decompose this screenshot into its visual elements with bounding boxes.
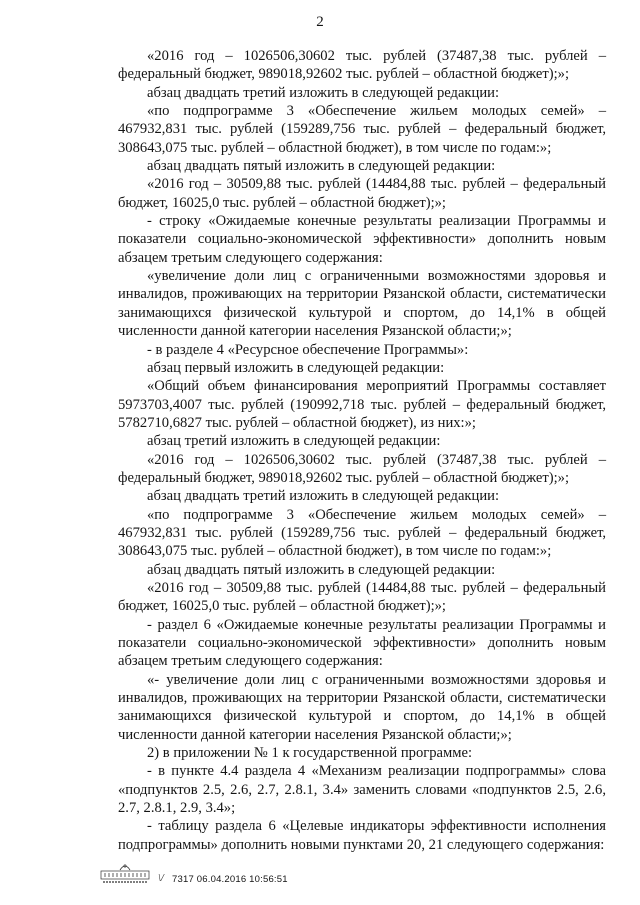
paragraph: абзац двадцать пятый изложить в следующей редакции: — [147, 561, 496, 578]
paragraph: «2016 год – 30509,88 тыс. рублей (14484,88 тыс. рублей – федеральный бюджет, 16025,0 тыс. рублей – областной бюджет);»; — [118, 176, 606, 211]
paragraph: - в пункте 4.4 раздела 4 «Механизм реализации подпрограммы» слова «подпунктов 2.5, 2.6, 2.7, 2.8.1, 3.4» заменить словами «подпунктов 2.5, 2.6, 2.7, 2.8.1, 2.9, 3.4»; — [118, 763, 606, 817]
paragraph: «по подпрограмме 3 «Обеспечение жильем молодых семей» – 467932,831 тыс. рублей (159289,756 тыс. рублей – федеральный бюджет, 308643,075 тыс. рублей – областной бюджет), в том числе по годам:»; — [118, 506, 606, 560]
signature-mark: \/ — [158, 873, 164, 884]
registration-stamp: 7317 06.04.2016 10:56:51 — [172, 874, 288, 885]
paragraph: «увеличение доли лиц с ограниченными возможностями здоровья и инвалидов, проживающих на территории Рязанской области, систематически занимающихся физической культурой и спортом, до 14,1% в общей численности данной категории населения Рязанской области;»; — [118, 268, 606, 340]
paragraph: 2) в приложении № 1 к государственной программе: — [147, 745, 473, 762]
paragraph: абзац первый изложить в следующей редакции: — [147, 359, 445, 376]
document-body — [118, 47, 606, 854]
paragraph: абзац двадцать пятый изложить в следующей редакции: — [147, 158, 496, 175]
paragraph: «2016 год – 1026506,30602 тыс. рублей (37487,38 тыс. рублей – федеральный бюджет, 989018,92602 тыс. рублей – областной бюджет);»; — [118, 451, 606, 486]
paragraph: - таблицу раздела 6 «Целевые индикаторы эффективности исполнения подпрограммы» дополнить новыми пунктами 20, 21 следующего содержания: — [118, 818, 606, 853]
paragraph: «2016 год – 1026506,30602 тыс. рублей (37487,38 тыс. рублей – федеральный бюджет, 989018,92602 тыс. рублей – областной бюджет);»; — [118, 48, 606, 83]
paragraph: - раздел 6 «Ожидаемые конечные результаты реализации Программы и показатели социально-экономической эффективности» дополнить новым абзацем третьим следующего содержания: — [118, 616, 606, 670]
paragraph: «по подпрограмме 3 «Обеспечение жильем молодых семей» – 467932,831 тыс. рублей (159289,756 тыс. рублей – федеральный бюджет, 308643,075 тыс. рублей – областной бюджет), в том числе по годам:»; — [118, 103, 606, 156]
paragraph: «2016 год – 30509,88 тыс. рублей (14484,88 тыс. рублей – федеральный бюджет, 16025,0 тыс. рублей – областной бюджет);»; — [118, 579, 606, 615]
paragraph: абзац третий изложить в следующей редакции: — [147, 433, 441, 450]
paragraph: - в разделе 4 «Ресурсное обеспечение Программы»: — [147, 341, 469, 358]
page-number: 2 — [316, 14, 324, 30]
document-footer — [100, 861, 340, 887]
paragraph: абзац двадцать третий изложить в следующей редакции: — [147, 488, 500, 505]
paragraph: абзац двадцать третий изложить в следующей редакции: — [147, 84, 500, 101]
paragraph: «- увеличение доли лиц с ограниченными возможностями здоровья и инвалидов, проживающих на территории Рязанской области, систематически занимающихся физической культурой и спортом, до 14,1% в общей численности данной категории населения Рязанской области;»; — [118, 671, 606, 743]
registry-stamp-icon — [100, 861, 150, 887]
paragraph: - строку «Ожидаемые конечные результаты реализации Программы и показатели социально-экономической эффективности» дополнить новым абзацем третьим следующего содержания: — [118, 213, 606, 266]
paragraph: «Общий объем финансирования мероприятий Программы составляет 5973703,4007 тыс. рублей (190992,718 тыс. рублей – федеральный бюджет, 5782710,6827 тыс. рублей – областной бюджет), из них:»; — [118, 378, 606, 431]
